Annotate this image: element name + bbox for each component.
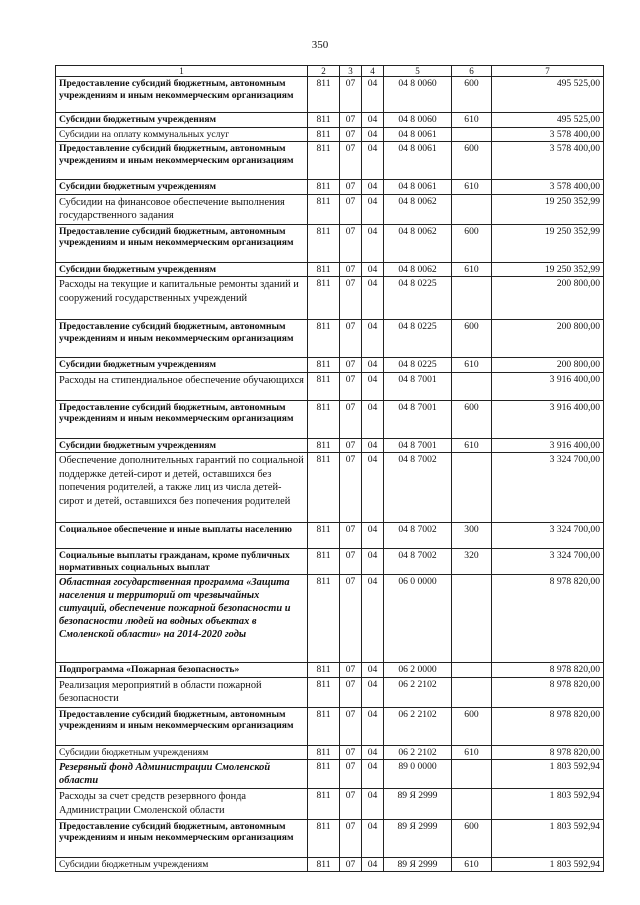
section-code-cell: 07 [340, 372, 362, 400]
admin-code-cell: 811 [308, 180, 340, 195]
amount-cell: 19 250 352,99 [492, 224, 604, 262]
amount-cell: 200 800,00 [492, 320, 604, 358]
subsection-code-cell: 04 [362, 438, 384, 453]
section-code-cell: 07 [340, 358, 362, 373]
expense-type-cell: 610 [452, 438, 492, 453]
expense-type-cell [452, 194, 492, 224]
section-code-cell: 07 [340, 438, 362, 453]
amount-cell: 3 324 700,00 [492, 453, 604, 523]
column-number-row [56, 66, 604, 77]
target-article-cell: 04 8 0225 [384, 320, 452, 358]
subsection-code-cell: 04 [362, 358, 384, 373]
table-row [56, 320, 604, 358]
expense-type-cell: 600 [452, 320, 492, 358]
admin-code-cell: 811 [308, 857, 340, 872]
subsection-code-cell: 04 [362, 575, 384, 663]
section-code-cell: 07 [340, 194, 362, 224]
admin-code-cell: 811 [308, 575, 340, 663]
section-code-cell: 07 [340, 677, 362, 707]
amount-cell: 3 324 700,00 [492, 549, 604, 575]
row-name-cell: Предоставление субсидий бюджетным, автономным учреждениям и иным некоммерческим организациям [56, 142, 308, 180]
expense-type-cell: 600 [452, 819, 492, 857]
admin-code-cell: 811 [308, 819, 340, 857]
table-row [56, 760, 604, 789]
column-number: 2 [308, 66, 340, 77]
row-name-cell: Субсидии на финансовое обеспечение выполнения государственного задания [56, 194, 308, 224]
table-row [56, 523, 604, 549]
subsection-code-cell: 04 [362, 760, 384, 789]
admin-code-cell: 811 [308, 372, 340, 400]
target-article-cell: 04 8 0225 [384, 358, 452, 373]
row-name-cell: Резервный фонд Администрации Смоленской области [56, 760, 308, 789]
table-row [56, 113, 604, 128]
column-number: 1 [56, 66, 308, 77]
subsection-code-cell: 04 [362, 677, 384, 707]
row-name-cell: Предоставление субсидий бюджетным, автономным учреждениям и иным некоммерческим организациям [56, 224, 308, 262]
expense-type-cell [452, 453, 492, 523]
table-row [56, 194, 604, 224]
expense-type-cell: 600 [452, 77, 492, 113]
table-row [56, 453, 604, 523]
row-name-cell: Социальные выплаты гражданам, кроме публичных нормативных социальных выплат [56, 549, 308, 575]
subsection-code-cell: 04 [362, 277, 384, 320]
target-article-cell: 04 8 7002 [384, 549, 452, 575]
amount-cell: 3 578 400,00 [492, 127, 604, 142]
expense-type-cell: 320 [452, 549, 492, 575]
row-name-cell: Предоставление субсидий бюджетным, автономным учреждениям и иным некоммерческим организациям [56, 320, 308, 358]
row-name-cell: Субсидии бюджетным учреждениям [56, 857, 308, 872]
target-article-cell: 04 8 0061 [384, 142, 452, 180]
admin-code-cell: 811 [308, 707, 340, 745]
amount-cell: 19 250 352,99 [492, 194, 604, 224]
section-code-cell: 07 [340, 127, 362, 142]
subsection-code-cell: 04 [362, 224, 384, 262]
table-row [56, 262, 604, 277]
table-row [56, 127, 604, 142]
row-name-cell: Расходы на текущие и капитальные ремонты зданий и сооружений государственных учреждений [56, 277, 308, 320]
admin-code-cell: 811 [308, 663, 340, 678]
section-code-cell: 07 [340, 707, 362, 745]
amount-cell: 19 250 352,99 [492, 262, 604, 277]
expense-type-cell: 610 [452, 180, 492, 195]
admin-code-cell: 811 [308, 453, 340, 523]
subsection-code-cell: 04 [362, 113, 384, 128]
row-name-cell: Социальное обеспечение и иные выплаты населению [56, 523, 308, 549]
amount-cell: 200 800,00 [492, 358, 604, 373]
amount-cell: 3 916 400,00 [492, 372, 604, 400]
target-article-cell: 04 8 7002 [384, 523, 452, 549]
row-name-cell: Реализация мероприятий в области пожарной безопасности [56, 677, 308, 707]
table-row [56, 575, 604, 663]
page-number: 350 [311, 39, 329, 51]
subsection-code-cell: 04 [362, 180, 384, 195]
expense-type-cell [452, 372, 492, 400]
section-code-cell: 07 [340, 575, 362, 663]
target-article-cell: 04 8 7001 [384, 372, 452, 400]
subsection-code-cell: 04 [362, 663, 384, 678]
admin-code-cell: 811 [308, 142, 340, 180]
admin-code-cell: 811 [308, 277, 340, 320]
amount-cell: 3 324 700,00 [492, 523, 604, 549]
row-name-cell: Субсидии бюджетным учреждениям [56, 113, 308, 128]
subsection-code-cell: 04 [362, 262, 384, 277]
section-code-cell: 07 [340, 142, 362, 180]
expense-type-cell: 300 [452, 523, 492, 549]
admin-code-cell: 811 [308, 358, 340, 373]
table-body [56, 66, 604, 872]
admin-code-cell: 811 [308, 745, 340, 760]
amount-cell: 1 803 592,94 [492, 760, 604, 789]
amount-cell: 8 978 820,00 [492, 663, 604, 678]
amount-cell: 495 525,00 [492, 77, 604, 113]
section-code-cell: 07 [340, 180, 362, 195]
amount-cell: 8 978 820,00 [492, 707, 604, 745]
row-name-cell: Предоставление субсидий бюджетным, автономным учреждениям и иным некоммерческим организациям [56, 400, 308, 438]
admin-code-cell: 811 [308, 549, 340, 575]
expense-type-cell: 600 [452, 400, 492, 438]
section-code-cell: 07 [340, 523, 362, 549]
expense-type-cell [452, 127, 492, 142]
expense-type-cell [452, 277, 492, 320]
target-article-cell: 04 8 0225 [384, 277, 452, 320]
row-name-cell: Субсидии бюджетным учреждениям [56, 438, 308, 453]
amount-cell: 1 803 592,94 [492, 857, 604, 872]
admin-code-cell: 811 [308, 127, 340, 142]
expense-type-cell: 600 [452, 224, 492, 262]
target-article-cell: 04 8 0061 [384, 127, 452, 142]
target-article-cell: 04 8 0061 [384, 180, 452, 195]
subsection-code-cell: 04 [362, 142, 384, 180]
section-code-cell: 07 [340, 113, 362, 128]
expense-type-cell: 610 [452, 113, 492, 128]
section-code-cell: 07 [340, 320, 362, 358]
target-article-cell: 04 8 7001 [384, 400, 452, 438]
admin-code-cell: 811 [308, 320, 340, 358]
subsection-code-cell: 04 [362, 707, 384, 745]
target-article-cell: 06 2 2102 [384, 677, 452, 707]
subsection-code-cell: 04 [362, 789, 384, 819]
expense-type-cell: 610 [452, 857, 492, 872]
subsection-code-cell: 04 [362, 549, 384, 575]
expense-type-cell [452, 575, 492, 663]
row-name-cell: Предоставление субсидий бюджетным, автономным учреждениям и иным некоммерческим организациям [56, 77, 308, 113]
target-article-cell: 06 2 0000 [384, 663, 452, 678]
target-article-cell: 04 8 0062 [384, 194, 452, 224]
section-code-cell: 07 [340, 400, 362, 438]
table-row [56, 142, 604, 180]
table-row [56, 819, 604, 857]
row-name-cell: Предоставление субсидий бюджетным, автономным учреждениям и иным некоммерческим организациям [56, 819, 308, 857]
expense-type-cell: 610 [452, 358, 492, 373]
amount-cell: 495 525,00 [492, 113, 604, 128]
subsection-code-cell: 04 [362, 127, 384, 142]
column-number: 3 [340, 66, 362, 77]
amount-cell: 3 916 400,00 [492, 438, 604, 453]
target-article-cell: 89 0 0000 [384, 760, 452, 789]
table-row [56, 77, 604, 113]
row-name-cell: Субсидии бюджетным учреждениям [56, 262, 308, 277]
row-name-cell: Субсидии бюджетным учреждениям [56, 745, 308, 760]
target-article-cell: 89 Я 2999 [384, 819, 452, 857]
expense-type-cell [452, 677, 492, 707]
subsection-code-cell: 04 [362, 819, 384, 857]
section-code-cell: 07 [340, 549, 362, 575]
target-article-cell: 04 8 0062 [384, 224, 452, 262]
target-article-cell: 04 8 7002 [384, 453, 452, 523]
table-row [56, 438, 604, 453]
row-name-cell: Предоставление субсидий бюджетным, автономным учреждениям и иным некоммерческим организациям [56, 707, 308, 745]
row-name-cell: Расходы на стипендиальное обеспечение обучающихся [56, 372, 308, 400]
expense-type-cell [452, 760, 492, 789]
row-name-cell: Подпрограмма «Пожарная безопасность» [56, 663, 308, 678]
subsection-code-cell: 04 [362, 523, 384, 549]
row-name-cell: Субсидии бюджетным учреждениям [56, 358, 308, 373]
subsection-code-cell: 04 [362, 745, 384, 760]
amount-cell: 8 978 820,00 [492, 575, 604, 663]
section-code-cell: 07 [340, 789, 362, 819]
section-code-cell: 07 [340, 745, 362, 760]
section-code-cell: 07 [340, 453, 362, 523]
row-name-cell: Субсидии на оплату коммунальных услуг [56, 127, 308, 142]
target-article-cell: 04 8 0060 [384, 113, 452, 128]
target-article-cell: 06 2 2102 [384, 707, 452, 745]
budget-table [55, 65, 604, 872]
amount-cell: 1 803 592,94 [492, 819, 604, 857]
amount-cell: 3 578 400,00 [492, 180, 604, 195]
expense-type-cell [452, 789, 492, 819]
admin-code-cell: 811 [308, 677, 340, 707]
expense-type-cell: 600 [452, 707, 492, 745]
section-code-cell: 07 [340, 77, 362, 113]
table-row [56, 358, 604, 373]
expense-type-cell: 600 [452, 142, 492, 180]
subsection-code-cell: 04 [362, 77, 384, 113]
target-article-cell: 04 8 0062 [384, 262, 452, 277]
subsection-code-cell: 04 [362, 857, 384, 872]
subsection-code-cell: 04 [362, 194, 384, 224]
row-name-cell: Субсидии бюджетным учреждениям [56, 180, 308, 195]
target-article-cell: 06 2 2102 [384, 745, 452, 760]
row-name-cell: Областная государственная программа «Защита населения и территорий от чрезвычайных ситуаций, обеспечение пожарной безопасности и безопасности людей на водных объектах в Смоленской области» на 2014-2020 годы [56, 575, 308, 663]
section-code-cell: 07 [340, 224, 362, 262]
target-article-cell: 89 Я 2999 [384, 789, 452, 819]
row-name-cell: Обеспечение дополнительных гарантий по социальной поддержке детей-сирот и детей, оставшихся без попечения родителей, а также лиц из числа детей-сирот и детей, оставшихся без попечения родителей [56, 453, 308, 523]
amount-cell: 8 978 820,00 [492, 745, 604, 760]
admin-code-cell: 811 [308, 194, 340, 224]
admin-code-cell: 811 [308, 789, 340, 819]
target-article-cell: 04 8 0060 [384, 77, 452, 113]
table-row [56, 663, 604, 678]
table-row [56, 400, 604, 438]
section-code-cell: 07 [340, 277, 362, 320]
admin-code-cell: 811 [308, 77, 340, 113]
subsection-code-cell: 04 [362, 400, 384, 438]
table-row [56, 224, 604, 262]
table-row [56, 857, 604, 872]
table-row [56, 707, 604, 745]
section-code-cell: 07 [340, 819, 362, 857]
table-row [56, 180, 604, 195]
column-number: 7 [492, 66, 604, 77]
section-code-cell: 07 [340, 663, 362, 678]
amount-cell: 3 578 400,00 [492, 142, 604, 180]
subsection-code-cell: 04 [362, 372, 384, 400]
expense-type-cell: 610 [452, 745, 492, 760]
target-article-cell: 04 8 7001 [384, 438, 452, 453]
table-row [56, 745, 604, 760]
table-row [56, 549, 604, 575]
section-code-cell: 07 [340, 857, 362, 872]
expense-type-cell [452, 663, 492, 678]
amount-cell: 3 916 400,00 [492, 400, 604, 438]
expense-type-cell: 610 [452, 262, 492, 277]
admin-code-cell: 811 [308, 262, 340, 277]
admin-code-cell: 811 [308, 113, 340, 128]
section-code-cell: 07 [340, 760, 362, 789]
column-number: 6 [452, 66, 492, 77]
table-row [56, 277, 604, 320]
target-article-cell: 06 0 0000 [384, 575, 452, 663]
row-name-cell: Расходы за счет средств резервного фонда Администрации Смоленской области [56, 789, 308, 819]
admin-code-cell: 811 [308, 438, 340, 453]
subsection-code-cell: 04 [362, 320, 384, 358]
table-row [56, 372, 604, 400]
section-code-cell: 07 [340, 262, 362, 277]
admin-code-cell: 811 [308, 523, 340, 549]
admin-code-cell: 811 [308, 400, 340, 438]
admin-code-cell: 811 [308, 760, 340, 789]
target-article-cell: 89 Я 2999 [384, 857, 452, 872]
amount-cell: 1 803 592,94 [492, 789, 604, 819]
table-row [56, 789, 604, 819]
column-number: 5 [384, 66, 452, 77]
amount-cell: 8 978 820,00 [492, 677, 604, 707]
column-number: 4 [362, 66, 384, 77]
admin-code-cell: 811 [308, 224, 340, 262]
subsection-code-cell: 04 [362, 453, 384, 523]
table-row [56, 677, 604, 707]
amount-cell: 200 800,00 [492, 277, 604, 320]
